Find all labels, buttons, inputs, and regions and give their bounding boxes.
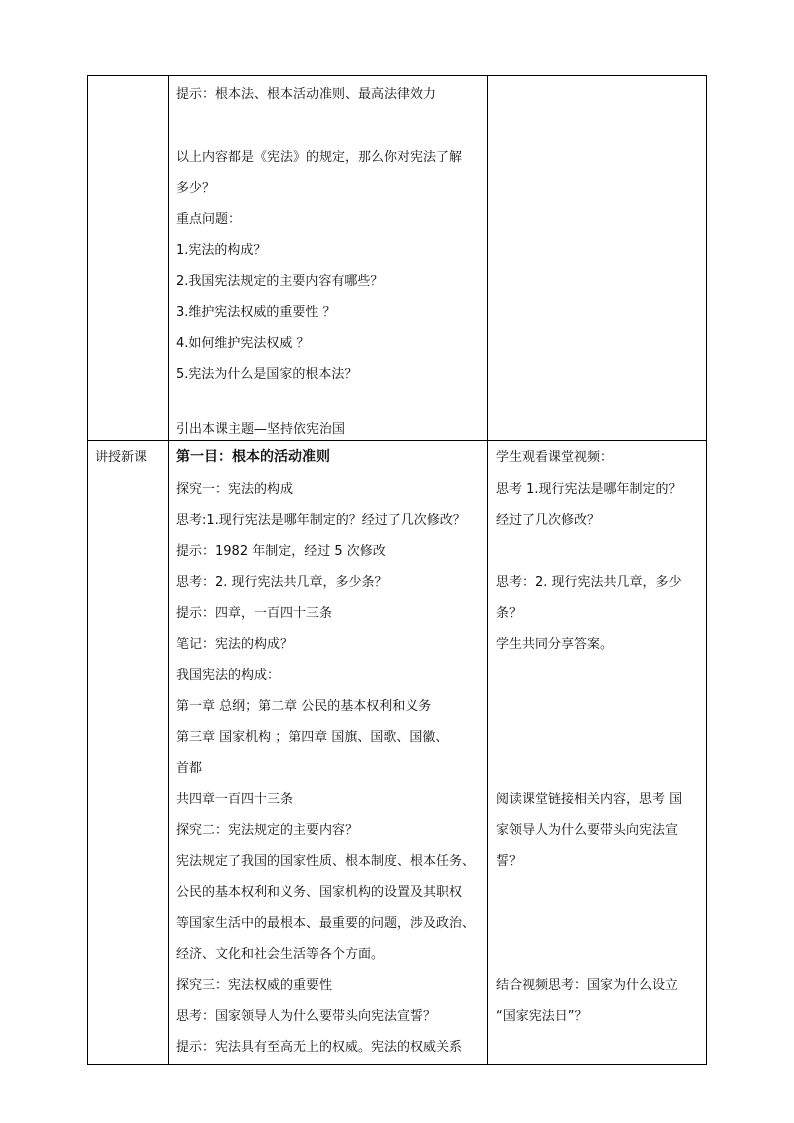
text-line: 5.宪法为什么是国家的根本法？ (176, 367, 358, 382)
text-line: 家领导人为什么要带头向宪法宣 (496, 823, 679, 838)
text-line: 探究二：宪法规定的主要内容？ (176, 823, 359, 838)
text-line: “国家宪法日”？ (496, 1009, 588, 1024)
text-line: 思考：2. 现行宪法共几章，多少 (496, 575, 682, 590)
text-line: 条？ (496, 606, 523, 621)
text-line: 笔记：宪法的构成？ (176, 637, 294, 652)
text-line: 重点问题： (176, 212, 242, 227)
column-divider (168, 76, 169, 1064)
text-line: 等国家生活中的最根本、最重要的问题，涉及政治、 (176, 916, 476, 931)
text-line: 探究一：宪法的构成 (176, 482, 294, 497)
text-line: 1.宪法的构成？ (176, 243, 267, 258)
text-line: 思考:1.现行宪法是哪年制定的？经过了几次修改？ (176, 513, 466, 528)
text-line: 探究三：宪法权威的重要性 (176, 978, 333, 993)
text-line: 学生观看课堂视频： (496, 450, 614, 465)
text-line: 结合视频思考：国家为什么设立 (496, 978, 679, 993)
text-line: 经过了几次修改？ (496, 513, 601, 528)
column-divider (487, 76, 488, 1064)
text-line: 多少？ (176, 181, 216, 196)
text-line: 公民的基本权利和义务、国家机构的设置及其职权 (176, 885, 463, 900)
row-label: 讲授新课 (95, 450, 148, 465)
text-line: 提示：四章，一百四十三条 (176, 606, 333, 621)
text-line: 第三章 国家机构 ；第四章 国旗、国歌、国徽、 (176, 730, 449, 745)
text-line: 宪法规定了我国的国家性质、根本制度、根本任务、 (176, 854, 476, 869)
text-line: 2.我国宪法规定的主要内容有哪些？ (176, 274, 384, 289)
text-line: 思考：国家领导人为什么要带头向宪法宣誓？ (176, 1009, 437, 1024)
text-line: 阅读课堂链接相关内容，思考 国 (496, 792, 683, 807)
text-line: 第一章 总纲；第二章 公民的基本权利和义务 (176, 699, 432, 714)
text-line: 思考 1.现行宪法是哪年制定的？ (496, 482, 682, 497)
text-line: 提示：1982 年制定，经过 5 次修改 (176, 544, 386, 559)
text-line: 提示：宪法具有至高无上的权威。宪法的权威关系 (176, 1040, 463, 1055)
text-line: 提示：根本法、根本活动准则、最高法律效力 (176, 87, 437, 102)
text-line: 4.如何维护宪法权威 ？ (176, 336, 310, 351)
text-line: 经济、文化和社会生活等各个方面。 (176, 947, 385, 962)
text-line: 共四章一百四十三条 (176, 792, 294, 807)
text-line: 我国宪法的构成： (176, 668, 281, 683)
text-line: 首都 (176, 761, 203, 776)
text-line: 3.维护宪法权威的重要性 ？ (176, 305, 336, 320)
text-line: 学生共同分享答案。 (496, 637, 614, 652)
text-line: 引出本课主题—坚持依宪治国 (176, 422, 346, 437)
text-line: 以上内容都是《宪法》的规定，那么你对宪法了解 (176, 150, 463, 165)
text-line: 誓？ (496, 854, 523, 869)
section-heading: 第一目：根本的活动准则 (176, 449, 330, 465)
text-line: 思考：2. 现行宪法共几章，多少条？ (176, 575, 388, 590)
row-divider (88, 440, 706, 441)
lesson-plan-table (87, 75, 707, 1065)
